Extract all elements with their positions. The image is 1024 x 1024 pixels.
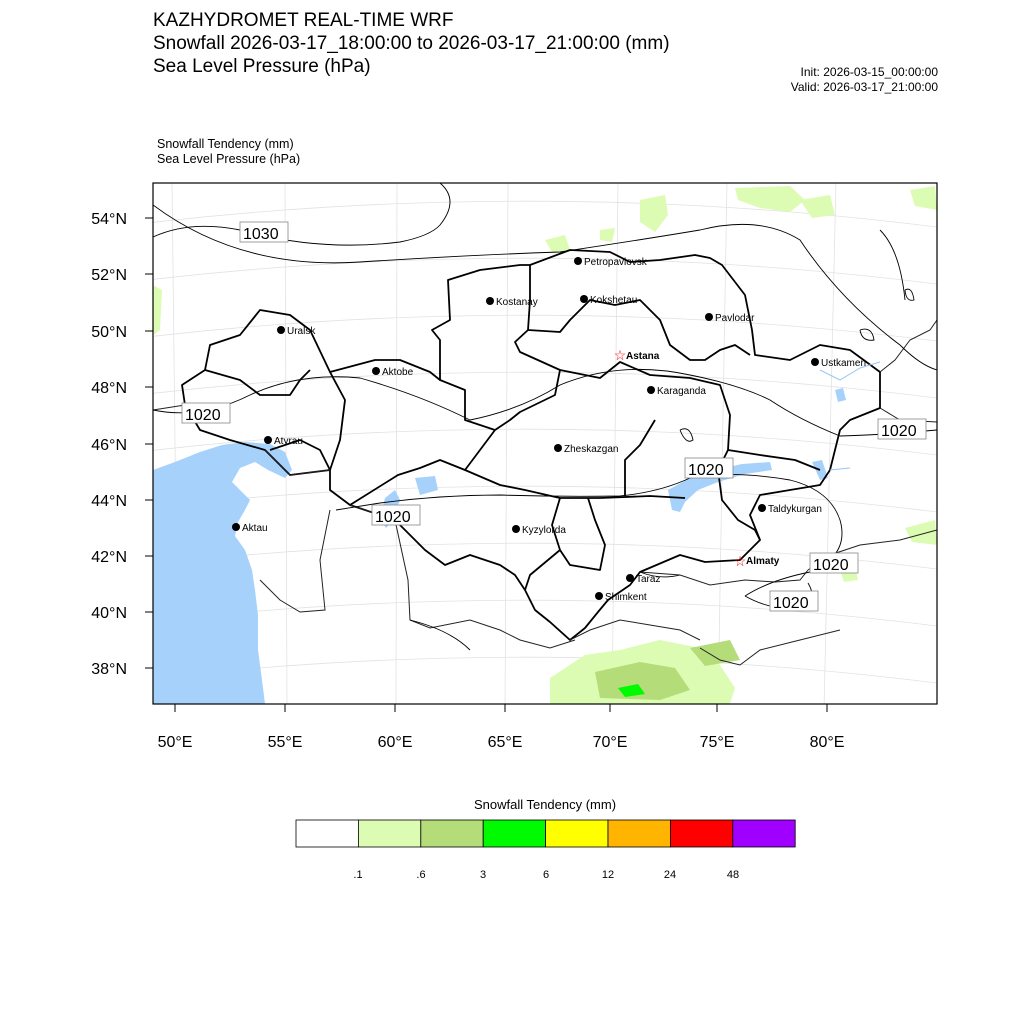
colorbar	[296, 797, 795, 881]
colorbar-label: 48	[726, 869, 740, 881]
city-marker	[811, 358, 819, 366]
colorbar-swatch	[670, 820, 732, 847]
init-time: Init: 2026-03-15_00:00:00	[800, 65, 938, 79]
isobar-label: 1020	[375, 509, 411, 526]
isobar-label: 1020	[881, 423, 917, 440]
lat-label: 40°N	[91, 605, 127, 622]
city-marker	[580, 295, 588, 303]
city-marker	[372, 367, 380, 375]
lat-label: 50°N	[91, 324, 127, 341]
lon-label: 65°E	[487, 734, 523, 751]
lat-label: 52°N	[91, 267, 127, 284]
lon-label: 55°E	[267, 734, 303, 751]
colorbar-label: 24	[663, 869, 677, 881]
city-label: Kostanay	[496, 297, 538, 308]
city-label: Zheskazgan	[564, 444, 619, 455]
city-label: Aktau	[242, 523, 268, 534]
colorbar-swatch	[483, 820, 545, 847]
isobar-label: 1020	[813, 557, 849, 574]
city-marker	[486, 297, 494, 305]
isobar-labels	[182, 222, 926, 612]
water-bodies	[153, 388, 846, 704]
city-label: Karaganda	[657, 386, 706, 397]
aral-sea-east	[415, 476, 438, 495]
isobar-label: 1020	[773, 595, 809, 612]
map-body	[130, 180, 960, 710]
colorbar-swatch	[546, 820, 608, 847]
city-marker	[626, 574, 634, 582]
city-label: Atyrau	[274, 436, 303, 447]
city-label: Uralsk	[287, 326, 316, 337]
city-label: Pavlodar	[715, 313, 755, 324]
city-label: Shimkent	[605, 592, 647, 603]
colorbar-label: 3	[479, 869, 487, 881]
lat-label: 44°N	[91, 493, 127, 510]
zaysan	[835, 388, 846, 402]
field-label-slp: Sea Level Pressure (hPa)	[157, 152, 301, 166]
lat-label: 46°N	[91, 437, 127, 454]
colorbar-title: Snowfall Tendency (mm)	[473, 797, 617, 812]
lon-label: 75°E	[699, 734, 735, 751]
lon-label: 50°E	[157, 734, 193, 751]
map-frame	[153, 183, 937, 704]
lon-labels	[158, 734, 845, 751]
colorbar-label: 6	[542, 869, 550, 881]
city-marker	[277, 326, 285, 334]
city-label: Taraz	[636, 574, 661, 585]
city-marker	[758, 504, 766, 512]
city-marker	[705, 313, 713, 321]
lon-label: 80°E	[809, 734, 845, 751]
isobars	[153, 183, 937, 650]
title-line-1: KAZHYDROMET REAL-TIME WRF	[153, 10, 454, 31]
colorbar-label: .6	[416, 869, 426, 881]
lat-label: 42°N	[91, 549, 127, 566]
caspian-sea	[153, 442, 292, 704]
city-label: Taldykurgan	[768, 504, 822, 515]
valid-time: Valid: 2026-03-17_21:00:00	[790, 80, 938, 94]
lat-label: 38°N	[91, 661, 127, 678]
lat-label: 48°N	[91, 380, 127, 397]
title-line-3: Sea Level Pressure (hPa)	[153, 56, 371, 77]
city-label: Kokshetau	[590, 295, 638, 306]
city-label-capital: Almaty	[746, 556, 780, 567]
city-marker	[595, 592, 603, 600]
city-label: Kyzylorda	[522, 525, 566, 536]
capital-star-icon: ☆	[733, 553, 747, 569]
isobar-label: 1020	[688, 462, 724, 479]
colorbar-swatch	[358, 820, 420, 847]
lon-label: 70°E	[592, 734, 628, 751]
title-line-2: Snowfall 2026-03-17_18:00:00 to 2026-03-17_21:00:00 (mm)	[153, 33, 670, 54]
colorbar-label: 12	[601, 869, 615, 881]
colorbar-label: .1	[353, 869, 363, 881]
capital-star-icon: ☆	[613, 347, 627, 363]
city-label: Ustkamen	[821, 358, 867, 369]
colorbar-swatch	[296, 820, 358, 847]
city-marker	[264, 436, 272, 444]
lat-label: 54°N	[91, 211, 127, 228]
lon-label: 60°E	[377, 734, 413, 751]
isobar-label: 1020	[185, 407, 221, 424]
cities	[232, 257, 866, 603]
field-label-snowfall: Snowfall Tendency (mm)	[157, 137, 294, 151]
colorbar-swatch	[733, 820, 795, 847]
city-marker	[512, 525, 520, 533]
city-label: Aktobe	[382, 367, 414, 378]
colorbar-swatch	[608, 820, 670, 847]
city-marker	[647, 386, 655, 394]
lat-labels	[91, 211, 127, 678]
rivers	[820, 362, 880, 470]
city-label: Petropavlovsk	[584, 257, 647, 268]
city-marker	[574, 257, 582, 265]
city-label-capital: Astana	[626, 351, 660, 362]
colorbar-swatch	[421, 820, 483, 847]
city-marker	[232, 523, 240, 531]
city-marker	[554, 444, 562, 452]
isobar-label: 1030	[243, 226, 279, 243]
